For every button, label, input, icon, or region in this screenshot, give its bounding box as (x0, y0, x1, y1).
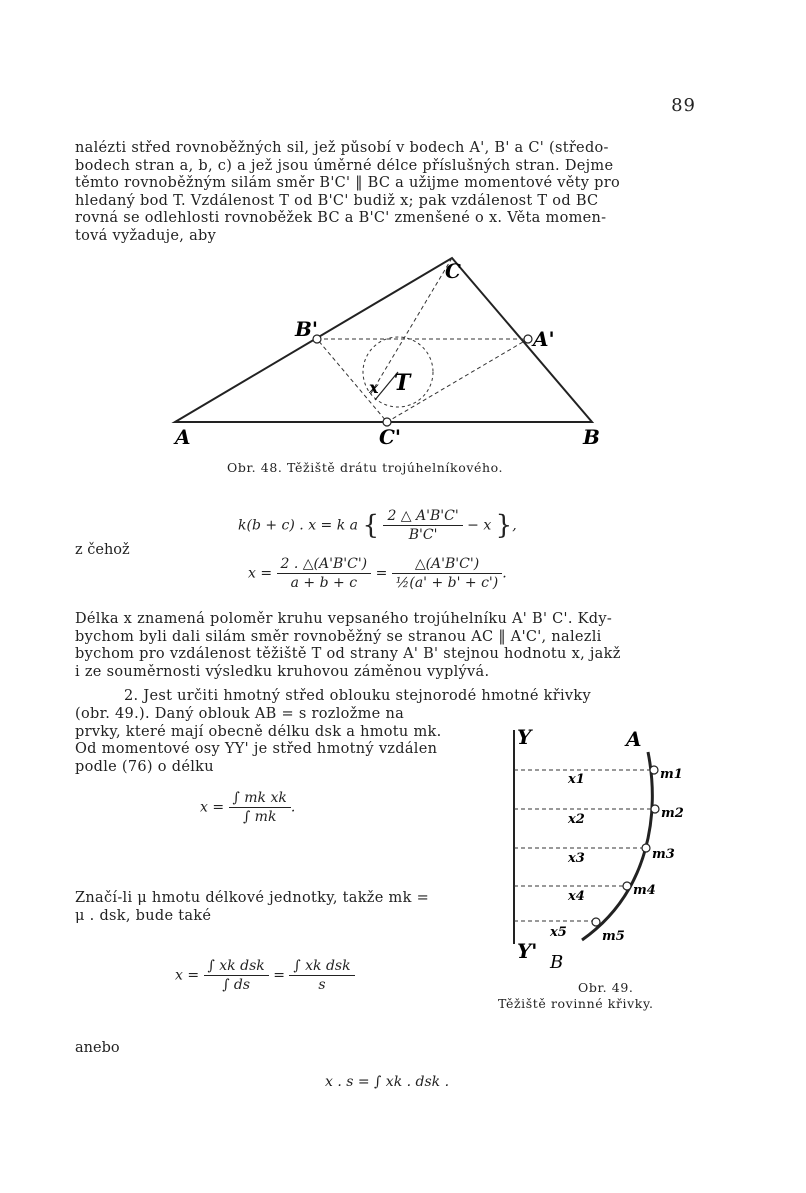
label-a: A (626, 727, 642, 751)
text-line: Značí-li μ hmotu délkové jednotky, takže mk = (75, 890, 430, 906)
label-m4: m4 (633, 883, 656, 898)
eq2-fraction-2 (392, 556, 502, 591)
figure-49-caption-2: Těžiště rovinné křivky. (498, 996, 654, 1011)
eq2-left: x = (248, 565, 273, 582)
text-line: μ . dsk, bude také (75, 907, 212, 924)
eq2-denominator-2: ½(a' + b' + c') (395, 575, 499, 591)
equation-1: k(b + c) . x = k a { $\frac{2 \triangle A'B'C'}{B'C'}$ − x }, (238, 508, 517, 543)
eq2-mid: = (375, 565, 388, 582)
text-line: rovná se odlehlosti rovnoběžek BC a B'C' zmenšené o x. Věta momen- (75, 210, 607, 226)
label-x4: x4 (568, 889, 585, 904)
equation-2 (248, 556, 507, 591)
label-t: T (394, 370, 411, 396)
text-line: prvky, které mají obecně délku dsk a hmotu mk. (75, 723, 442, 740)
text-line: nalézti střed rovnoběžných sil, jež působí v bodech A', B' a C' (středo- (75, 140, 609, 156)
eq2-end: . (502, 565, 507, 582)
text-line: bychom pro vzdálenost těžiště T od strany A' B' stejnou hodnotu x, jakž (75, 646, 621, 662)
median-line (370, 258, 452, 395)
eq4-fraction-1 (204, 958, 269, 993)
label-c: C (445, 259, 461, 283)
label-a: A (175, 425, 191, 449)
text-line: tová vyžaduje, aby (75, 227, 217, 244)
text-line: podle (76) o délku (75, 758, 214, 775)
text-line: hledaný bod T. Vzdálenost T od B'C' budiž x; pak vzdálenost T od BC (75, 192, 599, 209)
eq1-fraction (383, 508, 462, 543)
eq2-numerator-2: △(A'B'C') (392, 556, 502, 574)
label-x1: x1 (568, 772, 585, 787)
text-line: Od momentové osy YY' je střed hmotný vzdálen (75, 741, 438, 757)
eq3-numerator: ∫ mk xk (229, 790, 291, 808)
eq4-numerator-2: ∫ xk dsk (289, 958, 354, 976)
eq2-fraction-1 (277, 556, 372, 591)
equation-5: x . s = ∫ xk . dsk . (325, 1074, 450, 1090)
label-y-prime: Y' (517, 939, 538, 963)
page-number: 89 (671, 95, 696, 116)
figure-48-triangle (165, 250, 615, 455)
label-x: x (369, 378, 379, 397)
anebo: anebo (75, 1040, 120, 1056)
eq3-left: x = (200, 799, 225, 816)
text-line: těmto rovnoběžným silám směr B'C' ‖ BC a užijme momentové věty pro (75, 175, 621, 191)
eq4-fraction-2 (289, 958, 354, 993)
figure-48-caption: Obr. 48. Těžiště drátu trojúhelníkového. (227, 460, 504, 475)
eq4-denominator-2: s (318, 977, 326, 993)
figure-49-caption-1: Obr. 49. (578, 980, 634, 995)
label-b-prime: B' (295, 317, 319, 341)
label-a-prime: A' (533, 327, 555, 351)
point-a-prime (524, 335, 532, 343)
label-c-prime: C' (379, 425, 402, 449)
equation-3 (200, 790, 295, 825)
paragraph-4 (75, 890, 485, 925)
label-y: Y (517, 725, 532, 749)
arc-ab (582, 752, 652, 940)
text-line: i ze souměrnosti výsledku kruhovou záměnou vyplývá. (75, 663, 490, 680)
text-line: bodech stran a, b, c) a jež jsou úměrné délce příslušných stran. Dejme (75, 157, 614, 174)
z-cehoz: z čehož (75, 542, 130, 558)
text-line: 2. Jest určiti hmotný střed oblouku stejnorodé hmotné křivky (124, 688, 591, 704)
eq2-denominator-1: a + b + c (290, 575, 358, 591)
eq1-left: k(b + c) . x = k a (238, 517, 358, 534)
label-m5: m5 (602, 929, 625, 944)
eq1-numerator: 2 △ A'B'C' (383, 508, 462, 526)
paragraph-2 (75, 611, 693, 681)
eq2-numerator-1: 2 . △(A'B'C') (277, 556, 372, 574)
label-m2: m2 (661, 806, 684, 821)
mass-points (592, 766, 659, 926)
eq1-right: − x (467, 517, 492, 534)
paragraph-3-first (124, 688, 694, 706)
figure-49-curve (500, 722, 700, 977)
text-line: (obr. 49.). Daný oblouk AB = s rozložme na (75, 706, 405, 722)
eq1-denominator: B'C' (408, 527, 438, 543)
label-m1: m1 (660, 767, 683, 782)
label-x3: x3 (568, 851, 585, 866)
label-b: B (583, 425, 600, 449)
eq3-denominator: ∫ mk (242, 809, 277, 825)
eq3-fraction (229, 790, 291, 825)
text-line: bychom byli dali silám směr rovnoběžný se stranou AC ‖ A'C', nalezli (75, 628, 602, 645)
text-line: Délka x znamená poloměr kruhu vepsaného trojúhelníku A' B' C'. Kdy- (75, 611, 613, 627)
eq4-numerator-1: ∫ xk dsk (204, 958, 269, 976)
eq3-end: . (290, 799, 296, 816)
eq4-mid: = (273, 967, 285, 984)
eq4-denominator-1: ∫ ds (222, 977, 251, 993)
equation-4 (175, 958, 355, 993)
paragraph-1 (75, 140, 693, 245)
label-b: B (550, 952, 564, 973)
label-m3: m3 (652, 847, 675, 862)
label-x2: x2 (568, 812, 585, 827)
paragraph-3 (75, 706, 485, 776)
medial-triangle (317, 339, 528, 422)
eq4-left: x = (175, 967, 200, 984)
label-x5: x5 (550, 925, 567, 940)
